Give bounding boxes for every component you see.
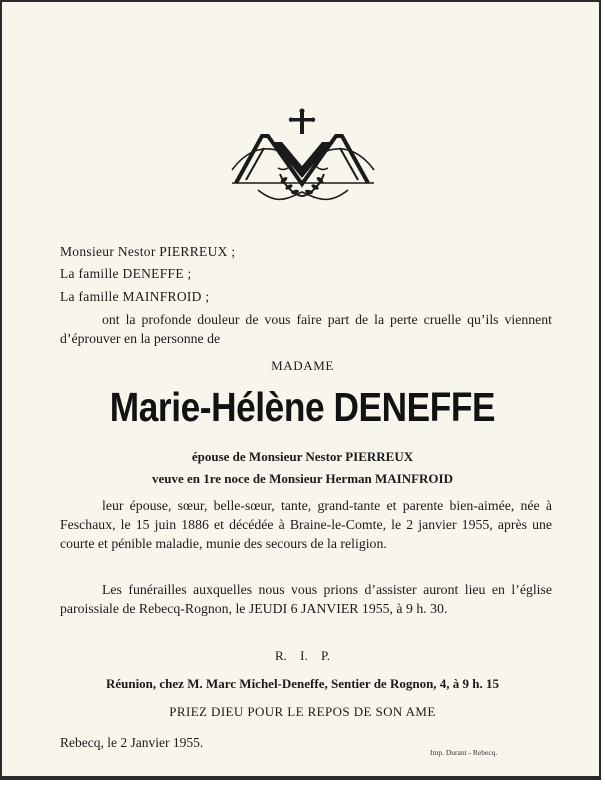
reunion-text: Réunion, chez M. Marc Michel-Deneffe, Sentier de Rognon, 4, à 9 h. 15: [105, 676, 500, 691]
recipient-line-2: La famille DENEFFE ;: [60, 266, 192, 281]
deceased-name: Marie-Hélène DENEFFE: [109, 384, 496, 430]
prayer-text: PRIEZ DIEU POUR LE REPOS DE SON AME: [169, 704, 436, 719]
spouse-line: épouse de Monsieur Nestor PIERREUX: [191, 449, 414, 464]
recipient-line-1: Monsieur Nestor PIERREUX ;: [60, 244, 236, 259]
funeral-text: Les funérailles auxquelles nous vous prions d’assister auront lieu en l’église paroissiale de Rebecq-Rognon, le JEUDI 6 JANVIER 1955, à 9 h. 30.: [60, 582, 552, 616]
place-date: Rebecq, le 2 Janvier 1955.: [60, 735, 204, 750]
announcement-text: ont la profonde douleur de vous faire part de la perte cruelle qu’ils viennent d’éprouver en la personne de: [60, 312, 552, 346]
title-madame: MADAME: [271, 358, 334, 373]
rip-text: R. I. P.: [274, 648, 331, 663]
recipient-line-3: La famille MAINFROID ;: [60, 289, 210, 304]
widow-line: veuve en 1re noce de Monsieur Herman MAINFROID: [151, 471, 453, 486]
monogram-cross-emblem-icon: [228, 108, 378, 208]
printer-mark: Imp. Durant - Rebecq.: [430, 748, 498, 757]
biography-text: leur épouse, sœur, belle-sœur, tante, grand-tante et parente bien-aimée, née à Feschaux, le 15 juin 1886 et décédée à Braine-le-Comte, le 2 janvier 1955, après une courte et pénible maladie, munie des secours de la religion.: [60, 498, 552, 551]
